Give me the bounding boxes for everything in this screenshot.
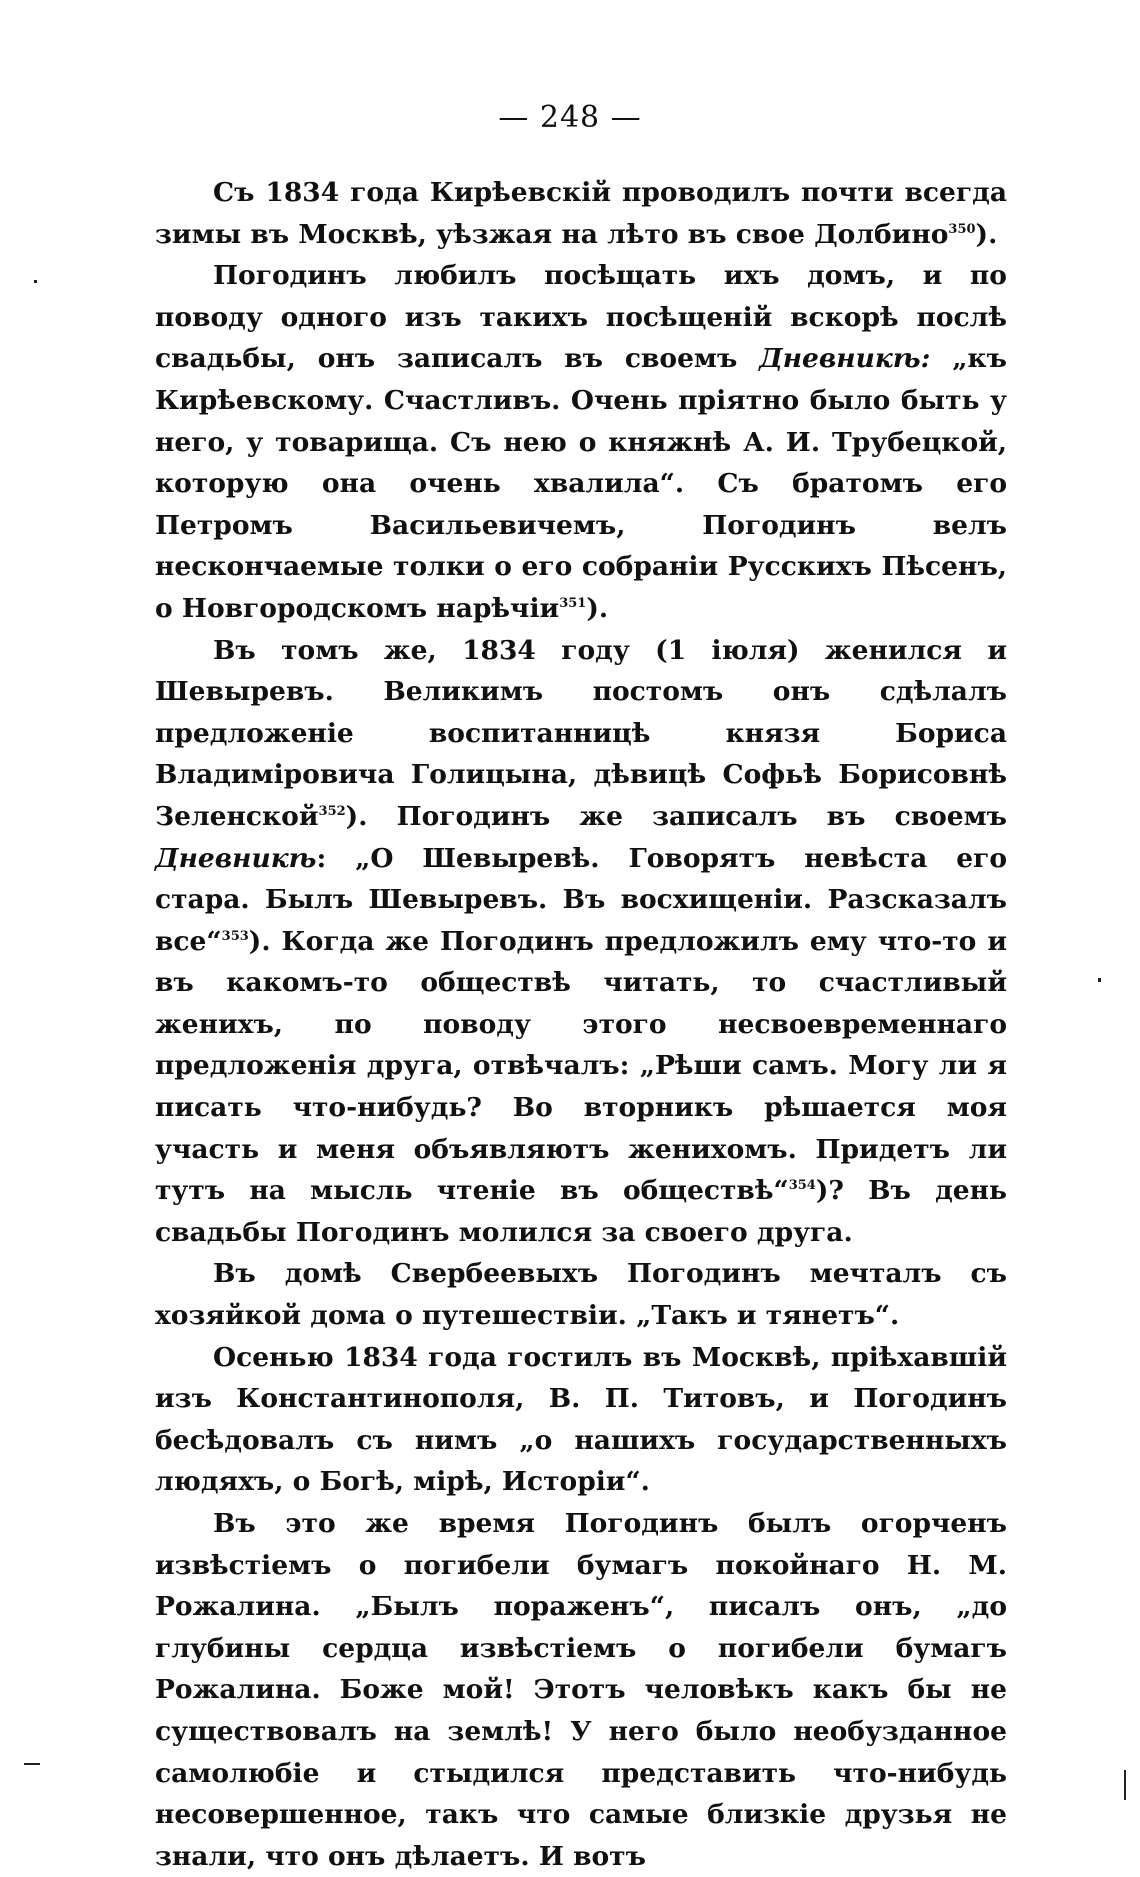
- text-run: ). Погодинъ же записалъ въ своемъ: [345, 800, 1007, 832]
- text-run: Съ 1834 года Кирѣевскій проводилъ почти всегда зимы въ Москвѣ, уѣзжая на лѣто въ свое Долбино: [155, 177, 1007, 250]
- text-run: : „О Шевыревѣ. Говорятъ невѣста его стара. Былъ Шевыревъ. Въ восхищеніи. Разсказалъ все“: [155, 842, 1007, 957]
- scan-mark-left: [34, 280, 37, 283]
- footnote-ref: 353: [221, 928, 249, 944]
- text-run: ).: [586, 592, 609, 624]
- italic-text: Дневникѣ:: [759, 343, 931, 375]
- footnote-ref: 352: [318, 804, 346, 820]
- text-run: )? Въ день свадьбы Погодинъ молился за своего друга.: [155, 1175, 1007, 1248]
- text-run: „къ Кирѣевскому. Счастливъ. Очень пріятно было быть у него, у товарища. Съ нею о княжнѣ А. И. Трубецкой, которую она очень хвалила“. Съ братомъ его Петромъ Васильевичемъ, Погодинъ велъ нескончаемые толки о его собраніи Русскихъ Пѣсенъ, о Новгородскомъ нарѣчіи: [155, 343, 1007, 624]
- paragraph: [155, 630, 1007, 1254]
- text-run: ). Когда же Погодинъ предложилъ ему что-то и въ какомъ-то обществѣ читать, то счастливый женихъ, по поводу этого несвоевременнаго предложенія друга, отвѣчалъ: „Рѣши самъ. Могу ли я писать что-нибудь? Во вторникъ рѣшается моя участь и меня объявляютъ женихомъ. Придетъ ли тутъ на мысль чтеніе въ обществѣ“: [155, 925, 1007, 1207]
- italic-text: Дневникѣ: [155, 842, 317, 874]
- text-run: Въ домѣ Свербеевыхъ Погодинъ мечталъ съ хозяйкой дома о путешествіи. „Такъ и тянетъ“.: [155, 1258, 1007, 1332]
- footnote-ref: 351: [559, 596, 587, 612]
- footnote-ref: 354: [788, 1178, 816, 1194]
- text-run: Въ это же время Погодинъ былъ огорченъ извѣстіемъ о погибели бумагъ покойнаго Н. М. Рожалина. „Былъ пораженъ“, писалъ онъ, „до глубины сердца извѣстіемъ о погибели бумагъ Рожалина. Боже мой! Этотъ человѣкъ какъ бы не существовалъ на землѣ! У него было необузданное самолюбіе и стыдился представить что-нибудь несовершенное, такъ что самые близкіе друзья не знали, что онъ дѣлаетъ. И вотъ: [155, 1508, 1007, 1872]
- footnote-ref: 350: [948, 221, 976, 237]
- text-run: Осенью 1834 года гостилъ въ Москвѣ, пріѣхавшій изъ Константинополя, В. П. Титовъ, и Погодинъ бесѣдовалъ съ нимъ „о нашихъ государственныхъ людяхъ, о Богѣ, мірѣ, Исторіи“.: [155, 1341, 1007, 1498]
- text-run: Погодинъ любилъ посѣщать ихъ домъ, и по поводу одного изъ такихъ посѣщеній вскорѣ послѣ свадьбы, онъ записалъ въ своемъ: [155, 260, 1007, 375]
- page-number: — 248 —: [498, 100, 642, 135]
- scan-mark-bottom-left: [24, 1763, 40, 1765]
- scan-mark-right: [1098, 978, 1101, 982]
- paragraph: [155, 1253, 1007, 1336]
- paragraph: [155, 172, 1007, 255]
- text-run: ).: [975, 218, 998, 250]
- body-text: [155, 172, 1007, 1877]
- paragraph: [155, 1337, 1007, 1503]
- text-run: Въ томъ же, 1834 году (1 іюля) женился и Шевыревъ. Великимъ постомъ онъ сдѣлалъ предложеніе воспитанницѣ князя Бориса Владиміровича Голицына, дѣвицѣ Софьѣ Борисовнѣ Зеленской: [155, 634, 1007, 832]
- scan-mark-bottom-right: [1124, 1770, 1126, 1800]
- paragraph: [155, 255, 1007, 629]
- paragraph: [155, 1503, 1007, 1877]
